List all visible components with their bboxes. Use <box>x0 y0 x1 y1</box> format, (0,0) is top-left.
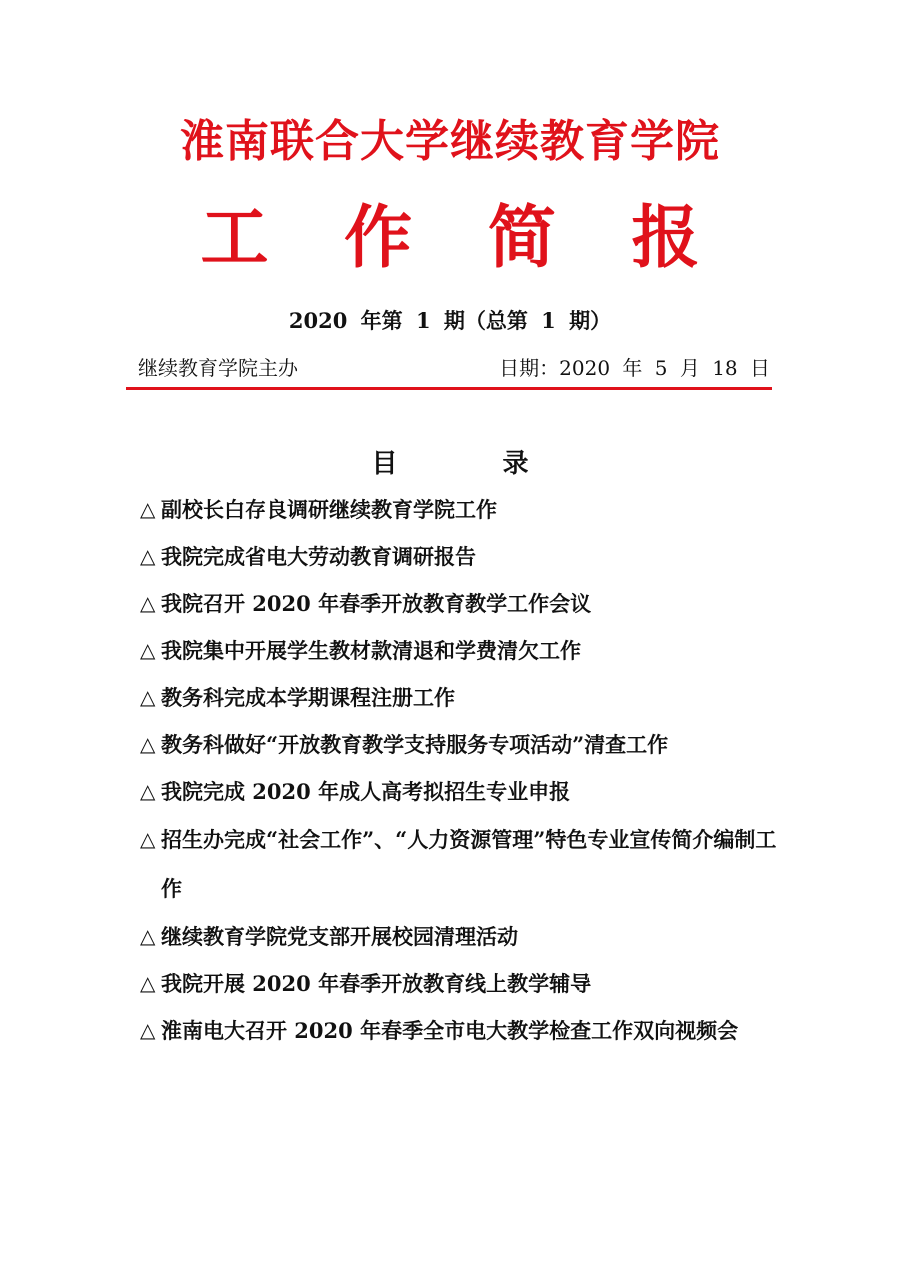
triangle-bullet-icon: △ <box>140 497 156 521</box>
triangle-bullet-icon: △ <box>140 1018 156 1042</box>
institution-name: 淮南联合大学继续教育学院 <box>180 116 720 167</box>
triangle-bullet-icon: △ <box>140 591 156 615</box>
toc-item <box>140 1007 780 1054</box>
toc-item <box>140 721 780 768</box>
header-divider <box>126 387 772 390</box>
toc-item-text: 我院开展 2020 年春季开放教育线上教学辅导 <box>161 971 592 996</box>
table-of-contents <box>140 486 780 1054</box>
toc-item-text: 招生办完成“社会工作”、“人力资源管理”特色专业宣传简介编制工作 <box>161 827 777 901</box>
toc-item-text: 副校长白存良调研继续教育学院工作 <box>161 497 497 522</box>
issue-number: 2020 年第 1 期（总第 1 期） <box>288 308 612 333</box>
triangle-bullet-icon: △ <box>140 732 156 756</box>
triangle-bullet-icon: △ <box>140 779 156 803</box>
toc-item <box>140 627 780 674</box>
issue-date: 日期：2020 年 5 月 18 日 <box>499 356 770 380</box>
toc-item-text: 我院完成省电大劳动教育调研报告 <box>161 544 476 569</box>
triangle-bullet-icon: △ <box>140 971 156 995</box>
toc-item <box>140 913 780 960</box>
triangle-bullet-icon: △ <box>140 924 156 948</box>
toc-item-text: 我院召开 2020 年春季开放教育教学工作会议 <box>161 591 592 616</box>
toc-item <box>140 580 780 627</box>
triangle-bullet-icon: △ <box>140 638 156 662</box>
bulletin-title: 工 作 简 报 <box>200 198 726 278</box>
toc-item-text: 继续教育学院党支部开展校园清理活动 <box>161 924 518 949</box>
toc-item <box>140 815 780 913</box>
toc-item <box>140 960 780 1007</box>
triangle-bullet-icon: △ <box>140 685 156 709</box>
toc-item-text: 淮南电大召开 2020 年春季全市电大教学检查工作双向视频会 <box>161 1018 739 1043</box>
toc-item <box>140 674 780 721</box>
triangle-bullet-icon: △ <box>140 827 156 851</box>
toc-item <box>140 768 780 815</box>
toc-item-text: 教务科做好“开放教育教学支持服务专项活动”清查工作 <box>161 732 669 757</box>
meta-row <box>138 352 770 384</box>
toc-item <box>140 533 780 580</box>
triangle-bullet-icon: △ <box>140 544 156 568</box>
toc-item-text: 我院完成 2020 年成人高考拟招生专业申报 <box>161 779 571 804</box>
sponsor-label: 继续教育学院主办 <box>138 356 298 380</box>
toc-item-text: 教务科完成本学期课程注册工作 <box>161 685 455 710</box>
toc-item-text: 我院集中开展学生教材款清退和学费清欠工作 <box>161 638 581 663</box>
toc-item <box>140 486 780 533</box>
toc-title: 目 录 <box>371 449 577 479</box>
